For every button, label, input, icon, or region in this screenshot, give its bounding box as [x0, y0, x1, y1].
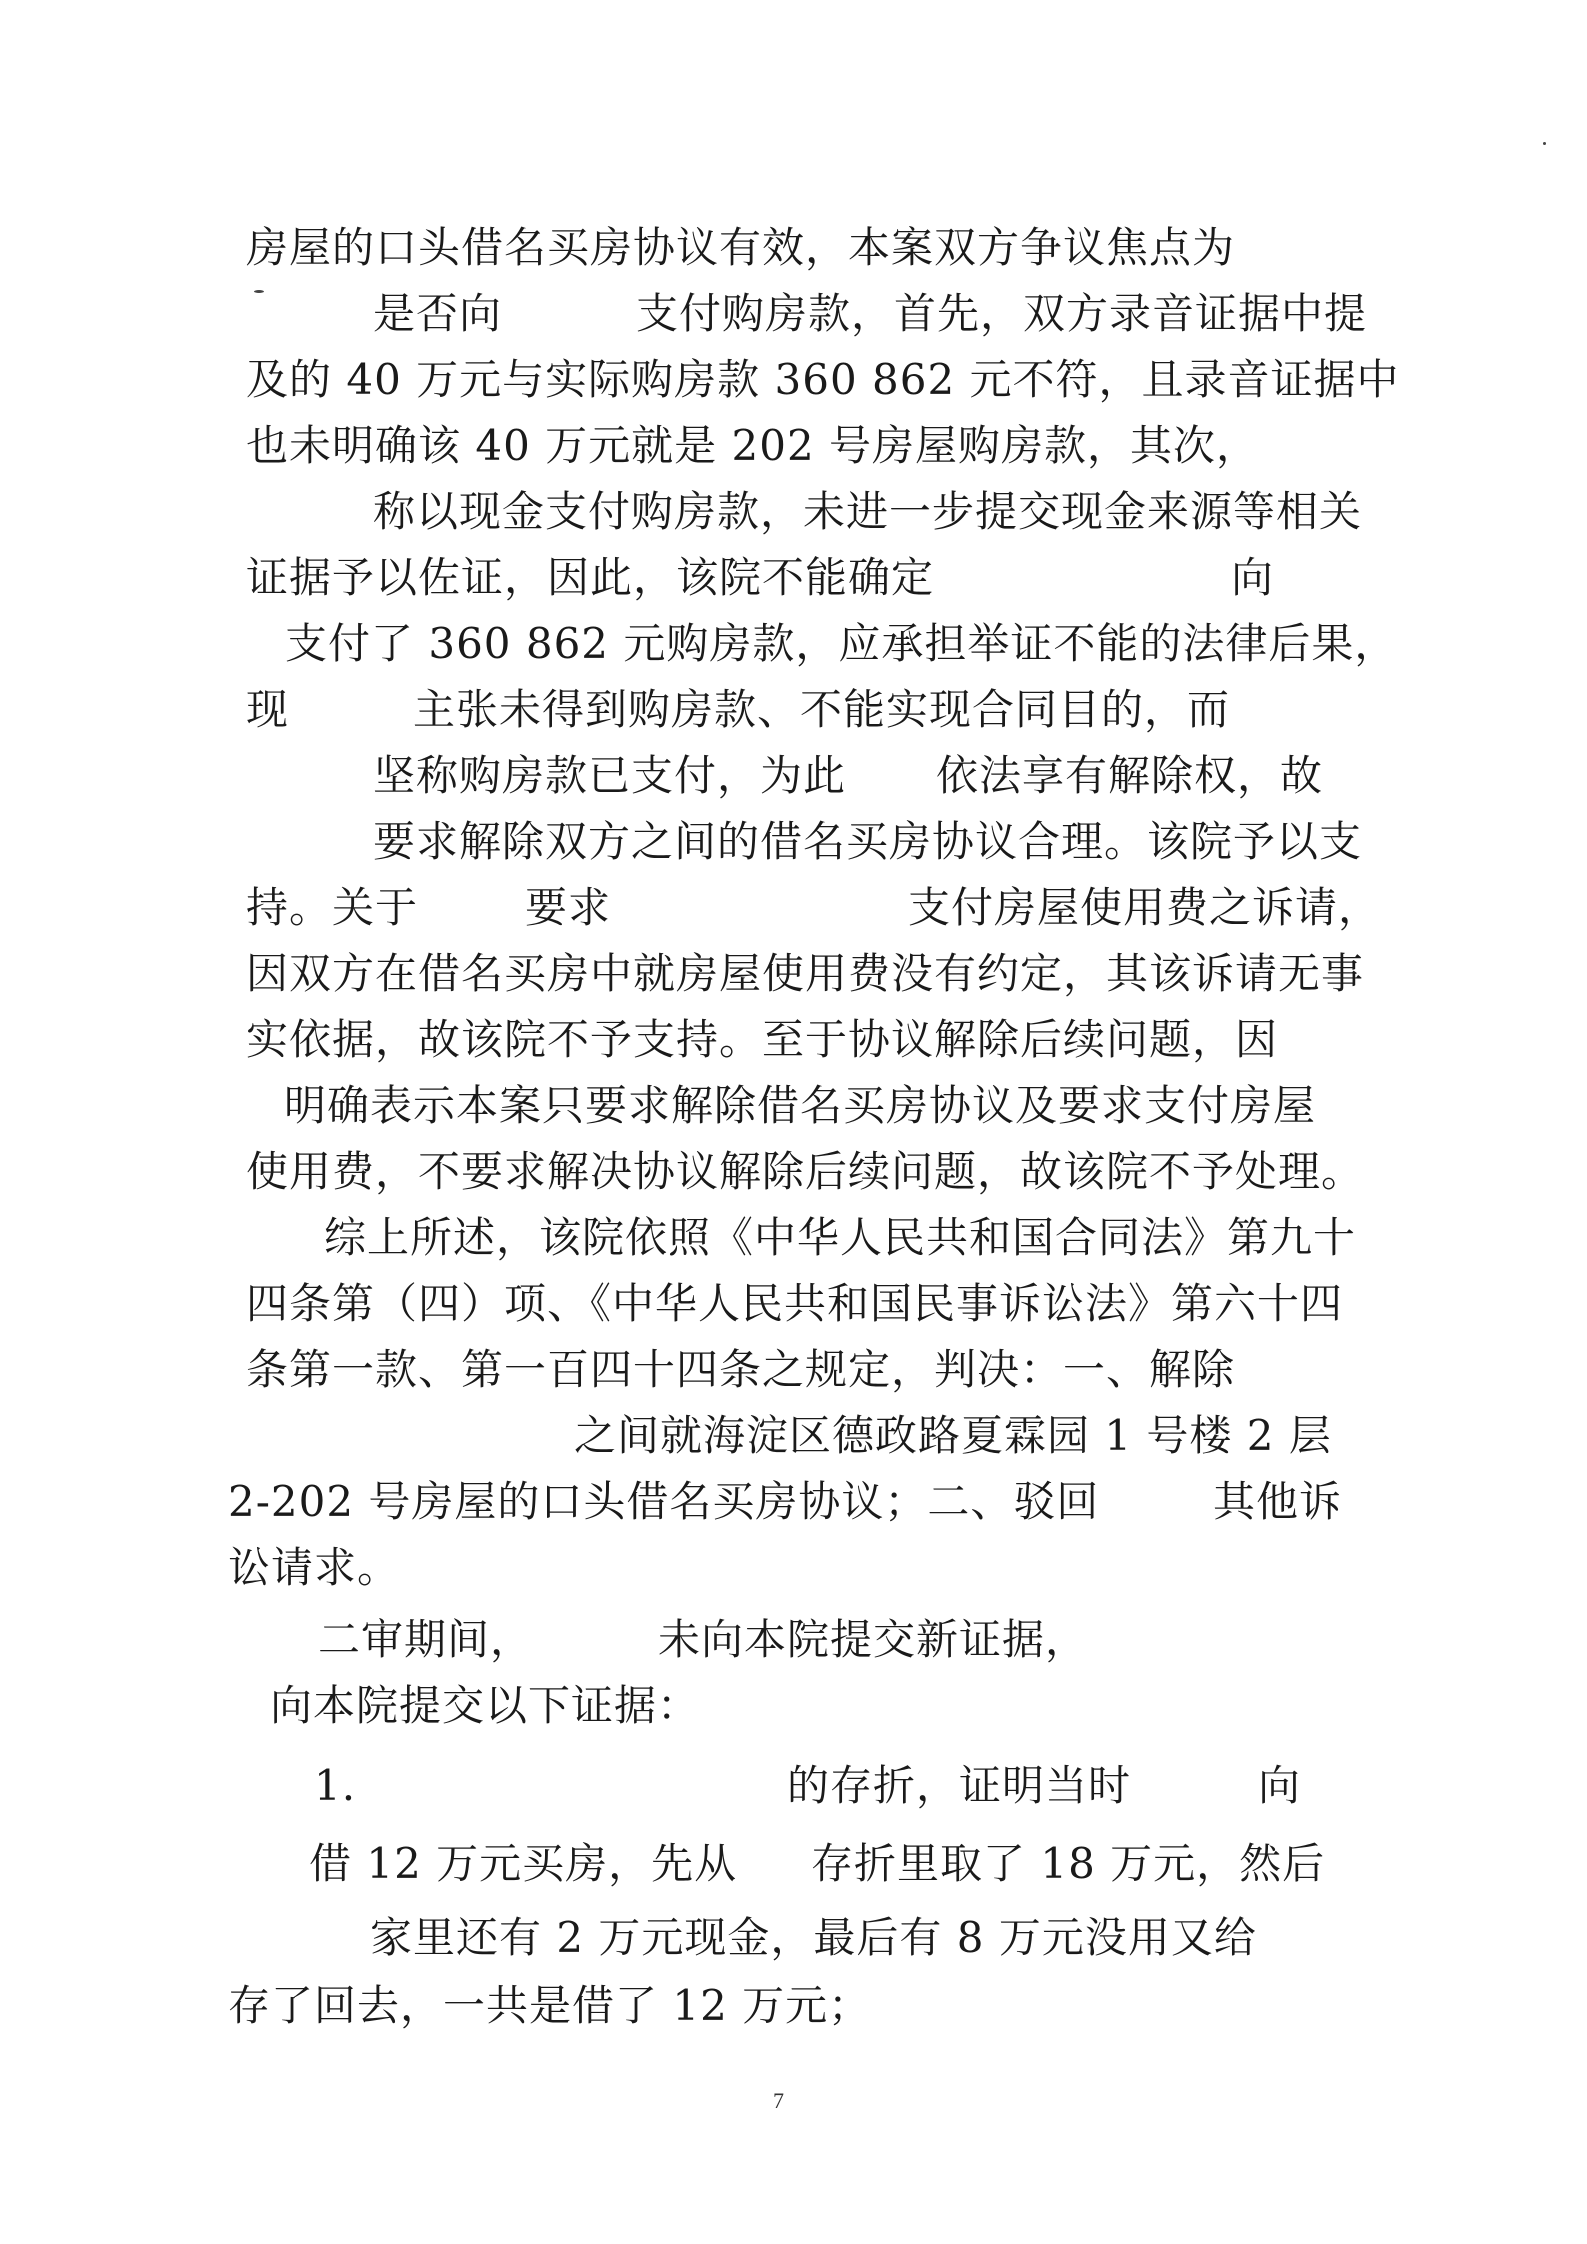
text-line: 实依据，故该院不予支持。至于协议解除后续问题，因 [246, 1015, 1279, 1064]
text-line: 也未明确该 40 万元就是 202 号房屋购房款，其次， [246, 421, 1260, 470]
text-line: 坚称购房款已支付，为此 [373, 751, 847, 800]
text-line: 支付房屋使用费之诉请， [908, 883, 1382, 932]
text-line: 主张未得到购房款、不能实现合同目的，而 [413, 685, 1231, 734]
text-line: 存了回去，一共是借了 12 万元； [228, 1981, 872, 2030]
text-line: 是否向 [373, 289, 503, 338]
text-line: 因双方在借名买房中就房屋使用费没有约定，其该诉请无事 [246, 949, 1365, 998]
text-line: 支付购房款，首先，双方录音证据中提 [636, 289, 1368, 338]
text-line: 及的 40 万元与实际购房款 360 862 元不符，且录音证据中 [246, 355, 1400, 404]
text-line: 借 12 万元买房，先从 [309, 1839, 738, 1888]
text-line: 综上所述，该院依照《中华人民共和国合同法》第九十 [324, 1213, 1357, 1262]
text-line: 其他诉 [1213, 1477, 1343, 1526]
text-line: 四条第（四）项、《中华人民共和国民事诉讼法》第六十四 [246, 1279, 1344, 1328]
text-line: 现 [246, 685, 290, 734]
text-line: 家里还有 2 万元现金，最后有 8 万元没用又给 [370, 1913, 1257, 1962]
text-line: 要求解除双方之间的借名买房协议合理。该院予以支 [373, 817, 1363, 866]
text-line: 持。关于 [246, 883, 419, 932]
text-line: 存折里取了 18 万元，然后 [811, 1839, 1326, 1888]
text-line: 要求 [525, 883, 612, 932]
text-line: 向 [1258, 1761, 1302, 1810]
text-line: 明确表示本案只要求解除借名买房协议及要求支付房屋 [284, 1081, 1317, 1130]
text-line: 之间就海淀区德政路夏霖园 1 号楼 2 层 [574, 1411, 1332, 1460]
text-line: 使用费，不要求解决协议解除后续问题，故该院不予处理。 [246, 1147, 1365, 1196]
text-line: 称以现金支付购房款，未进一步提交现金来源等相关 [373, 487, 1363, 536]
scan-speck [1543, 142, 1546, 145]
text-line: 证据予以佐证，因此，该院不能确定 [246, 553, 935, 602]
text-line: 1. [314, 1761, 357, 1810]
text-line: 未向本院提交新证据， [658, 1615, 1089, 1664]
text-line: 依法享有解除权，故 [936, 751, 1324, 800]
text-line: 条第一款、第一百四十四条之规定，判决：一、解除 [246, 1345, 1236, 1394]
scan-speck [254, 290, 264, 293]
text-line: 2-202 号房屋的口头借名买房协议；二、驳回 [228, 1477, 1100, 1526]
text-line: 的存折，证明当时 [787, 1761, 1132, 1810]
text-line: 二审期间， [318, 1615, 534, 1664]
page-number: 7 [773, 2088, 784, 2113]
text-line: 房屋的口头借名买房协议有效，本案双方争议焦点为 [246, 223, 1236, 272]
text-line: 向 [1231, 553, 1275, 602]
text-line: 讼请求。 [228, 1543, 401, 1592]
text-line: 向本院提交以下证据： [270, 1681, 701, 1730]
text-line: 支付了 360 862 元购房款，应承担举证不能的法律后果， [285, 619, 1398, 668]
